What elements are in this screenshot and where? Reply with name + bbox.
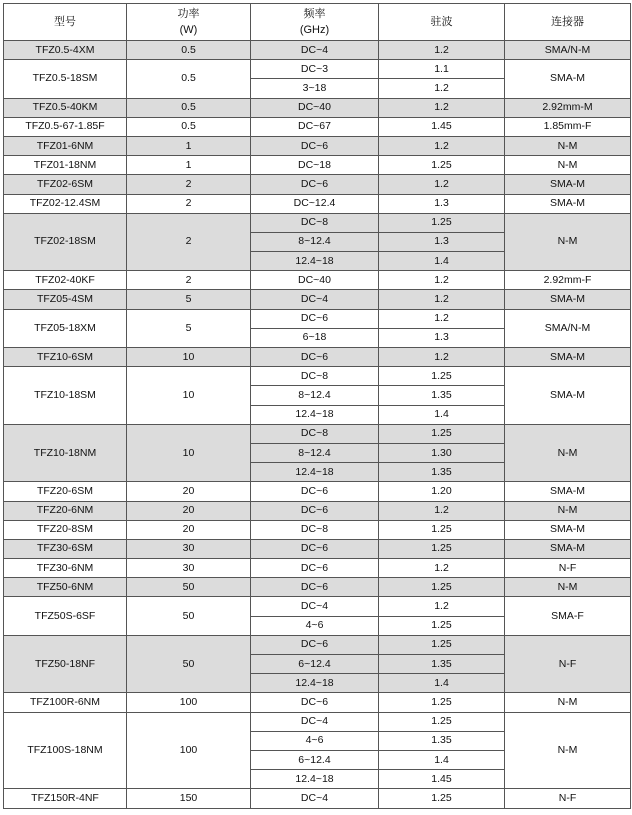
model-cell: TFZ01-18NM — [4, 156, 127, 175]
model-cell: TFZ50-6NM — [4, 578, 127, 597]
vswr-cell: 1.45 — [379, 117, 505, 136]
vswr-cell: 1.25 — [379, 635, 505, 654]
vswr-cell: 1.35 — [379, 655, 505, 674]
model-cell: TFZ150R-4NF — [4, 789, 127, 808]
connector-cell: SMA-M — [505, 539, 631, 558]
frequency-cell: DC~4 — [251, 789, 379, 808]
connector-cell: N-M — [505, 693, 631, 712]
vswr-cell: 1.2 — [379, 136, 505, 155]
frequency-cell: DC~40 — [251, 271, 379, 290]
frequency-cell: 12.4~18 — [251, 405, 379, 424]
vswr-cell: 1.25 — [379, 693, 505, 712]
vswr-cell: 1.25 — [379, 578, 505, 597]
vswr-cell: 1.25 — [379, 367, 505, 386]
connector-cell: SMA-M — [505, 520, 631, 539]
connector-cell: SMA-M — [505, 367, 631, 425]
spec-table-body — [4, 41, 631, 809]
table-row — [4, 501, 631, 520]
connector-cell: SMA-M — [505, 60, 631, 98]
table-row — [4, 175, 631, 194]
vswr-cell: 1.2 — [379, 79, 505, 98]
connector-cell: N-M — [505, 578, 631, 597]
table-row — [4, 367, 631, 386]
vswr-cell: 1.3 — [379, 194, 505, 213]
frequency-cell: 4~6 — [251, 616, 379, 635]
frequency-cell: DC~8 — [251, 367, 379, 386]
header-power-unit: (W) — [179, 24, 198, 36]
table-row — [4, 520, 631, 539]
power-cell: 30 — [127, 559, 251, 578]
power-cell: 50 — [127, 635, 251, 693]
frequency-cell: DC~18 — [251, 156, 379, 175]
vswr-cell: 1.2 — [379, 597, 505, 616]
model-cell: TFZ50S-6SF — [4, 597, 127, 635]
model-cell: TFZ20-6SM — [4, 482, 127, 501]
model-cell: TFZ100S-18NM — [4, 712, 127, 789]
model-cell: TFZ100R-6NM — [4, 693, 127, 712]
frequency-cell: DC~6 — [251, 501, 379, 520]
connector-cell: N-M — [505, 712, 631, 789]
vswr-cell: 1.25 — [379, 789, 505, 808]
power-cell: 2 — [127, 271, 251, 290]
table-row — [4, 578, 631, 597]
header-frequency — [251, 4, 379, 41]
table-row — [4, 559, 631, 578]
vswr-cell: 1.2 — [379, 290, 505, 309]
frequency-cell: 8~12.4 — [251, 443, 379, 462]
frequency-cell: DC~4 — [251, 712, 379, 731]
header-vswr: 驻波 — [379, 4, 505, 41]
connector-cell: SMA-F — [505, 597, 631, 635]
power-cell: 0.5 — [127, 117, 251, 136]
table-row — [4, 290, 631, 309]
frequency-cell: DC~6 — [251, 693, 379, 712]
connector-cell: SMA-M — [505, 348, 631, 367]
vswr-cell: 1.2 — [379, 271, 505, 290]
frequency-cell: DC~6 — [251, 578, 379, 597]
power-cell: 1 — [127, 136, 251, 155]
power-cell: 2 — [127, 194, 251, 213]
table-row — [4, 41, 631, 60]
table-row — [4, 194, 631, 213]
power-cell: 2 — [127, 175, 251, 194]
connector-cell: N-F — [505, 635, 631, 693]
vswr-cell: 1.2 — [379, 501, 505, 520]
vswr-cell: 1.35 — [379, 731, 505, 750]
vswr-cell: 1.20 — [379, 482, 505, 501]
power-cell: 0.5 — [127, 60, 251, 98]
model-cell: TFZ01-6NM — [4, 136, 127, 155]
header-power-title: 功率 — [177, 8, 200, 20]
table-row — [4, 539, 631, 558]
connector-cell: SMA-M — [505, 175, 631, 194]
vswr-cell: 1.35 — [379, 463, 505, 482]
frequency-cell: 12.4~18 — [251, 463, 379, 482]
model-cell: TFZ02-12.4SM — [4, 194, 127, 213]
model-cell: TFZ10-6SM — [4, 348, 127, 367]
frequency-cell: DC~40 — [251, 98, 379, 117]
connector-cell: N-M — [505, 156, 631, 175]
connector-cell: SMA-M — [505, 290, 631, 309]
frequency-cell: DC~6 — [251, 136, 379, 155]
connector-cell: N-F — [505, 559, 631, 578]
table-row — [4, 348, 631, 367]
vswr-cell: 1.4 — [379, 750, 505, 769]
power-cell: 0.5 — [127, 41, 251, 60]
table-row — [4, 693, 631, 712]
connector-cell: N-M — [505, 501, 631, 520]
frequency-cell: DC~6 — [251, 482, 379, 501]
model-cell: TFZ05-18XM — [4, 309, 127, 347]
frequency-cell: DC~6 — [251, 309, 379, 328]
model-cell: TFZ0.5-67-1.85F — [4, 117, 127, 136]
model-cell: TFZ05-4SM — [4, 290, 127, 309]
power-cell: 5 — [127, 290, 251, 309]
frequency-cell: 12.4~18 — [251, 674, 379, 693]
table-row — [4, 309, 631, 328]
header-power — [127, 4, 251, 41]
vswr-cell: 1.25 — [379, 213, 505, 232]
table-row — [4, 597, 631, 616]
power-cell: 10 — [127, 348, 251, 367]
vswr-cell: 1.25 — [379, 156, 505, 175]
power-cell: 30 — [127, 539, 251, 558]
header-model: 型号 — [4, 4, 127, 41]
table-row — [4, 635, 631, 654]
vswr-cell: 1.30 — [379, 443, 505, 462]
frequency-cell: DC~4 — [251, 41, 379, 60]
header-row — [4, 4, 631, 41]
frequency-cell: 12.4~18 — [251, 252, 379, 271]
vswr-cell: 1.3 — [379, 328, 505, 347]
connector-cell: SMA-M — [505, 194, 631, 213]
table-row — [4, 136, 631, 155]
frequency-cell: 4~6 — [251, 731, 379, 750]
header-frequency-title: 频率 — [303, 8, 326, 20]
model-cell: TFZ10-18SM — [4, 367, 127, 425]
table-row — [4, 271, 631, 290]
frequency-cell: 6~12.4 — [251, 750, 379, 769]
spec-table — [3, 3, 631, 809]
frequency-cell: 8~12.4 — [251, 386, 379, 405]
model-cell: TFZ50-18NF — [4, 635, 127, 693]
power-cell: 50 — [127, 578, 251, 597]
model-cell: TFZ20-8SM — [4, 520, 127, 539]
table-row — [4, 424, 631, 443]
vswr-cell: 1.3 — [379, 232, 505, 251]
frequency-cell: DC~6 — [251, 539, 379, 558]
frequency-cell: DC~6 — [251, 348, 379, 367]
connector-cell: N-M — [505, 424, 631, 482]
vswr-cell: 1.45 — [379, 770, 505, 789]
model-cell: TFZ0.5-18SM — [4, 60, 127, 98]
frequency-cell: DC~3 — [251, 60, 379, 79]
vswr-cell: 1.1 — [379, 60, 505, 79]
vswr-cell: 1.2 — [379, 559, 505, 578]
model-cell: TFZ02-40KF — [4, 271, 127, 290]
power-cell: 1 — [127, 156, 251, 175]
model-cell: TFZ02-6SM — [4, 175, 127, 194]
frequency-cell: DC~6 — [251, 559, 379, 578]
vswr-cell: 1.2 — [379, 309, 505, 328]
table-row — [4, 117, 631, 136]
vswr-cell: 1.25 — [379, 539, 505, 558]
model-cell: TFZ10-18NM — [4, 424, 127, 482]
power-cell: 100 — [127, 693, 251, 712]
connector-cell: 2.92mm-F — [505, 271, 631, 290]
power-cell: 150 — [127, 789, 251, 808]
connector-cell: SMA/N-M — [505, 41, 631, 60]
table-row — [4, 156, 631, 175]
vswr-cell: 1.35 — [379, 386, 505, 405]
power-cell: 5 — [127, 309, 251, 347]
model-cell: TFZ0.5-40KM — [4, 98, 127, 117]
vswr-cell: 1.2 — [379, 98, 505, 117]
model-cell: TFZ0.5-4XM — [4, 41, 127, 60]
vswr-cell: 1.4 — [379, 252, 505, 271]
model-cell: TFZ02-18SM — [4, 213, 127, 271]
model-cell: TFZ30-6NM — [4, 559, 127, 578]
power-cell: 20 — [127, 520, 251, 539]
model-cell: TFZ20-6NM — [4, 501, 127, 520]
table-row — [4, 789, 631, 808]
frequency-cell: 8~12.4 — [251, 232, 379, 251]
frequency-cell: DC~12.4 — [251, 194, 379, 213]
frequency-cell: DC~8 — [251, 213, 379, 232]
vswr-cell: 1.25 — [379, 616, 505, 635]
power-cell: 10 — [127, 424, 251, 482]
table-row — [4, 213, 631, 232]
vswr-cell: 1.4 — [379, 405, 505, 424]
frequency-cell: 12.4~18 — [251, 770, 379, 789]
vswr-cell: 1.4 — [379, 674, 505, 693]
connector-cell: SMA/N-M — [505, 309, 631, 347]
table-row — [4, 482, 631, 501]
power-cell: 20 — [127, 501, 251, 520]
frequency-cell: DC~8 — [251, 520, 379, 539]
vswr-cell: 1.25 — [379, 424, 505, 443]
frequency-cell: DC~67 — [251, 117, 379, 136]
model-cell: TFZ30-6SM — [4, 539, 127, 558]
connector-cell: N-F — [505, 789, 631, 808]
frequency-cell: DC~4 — [251, 597, 379, 616]
vswr-cell: 1.25 — [379, 712, 505, 731]
table-row — [4, 98, 631, 117]
frequency-cell: 6~18 — [251, 328, 379, 347]
frequency-cell: DC~6 — [251, 635, 379, 654]
power-cell: 0.5 — [127, 98, 251, 117]
frequency-cell: DC~8 — [251, 424, 379, 443]
frequency-cell: DC~6 — [251, 175, 379, 194]
connector-cell: N-M — [505, 213, 631, 271]
header-connector: 连接器 — [505, 4, 631, 41]
connector-cell: SMA-M — [505, 482, 631, 501]
vswr-cell: 1.2 — [379, 175, 505, 194]
power-cell: 20 — [127, 482, 251, 501]
vswr-cell: 1.25 — [379, 520, 505, 539]
connector-cell: N-M — [505, 136, 631, 155]
connector-cell: 2.92mm-M — [505, 98, 631, 117]
power-cell: 50 — [127, 597, 251, 635]
frequency-cell: DC~4 — [251, 290, 379, 309]
power-cell: 10 — [127, 367, 251, 425]
connector-cell: 1.85mm-F — [505, 117, 631, 136]
frequency-cell: 3~18 — [251, 79, 379, 98]
power-cell: 2 — [127, 213, 251, 271]
table-row — [4, 60, 631, 79]
vswr-cell: 1.2 — [379, 348, 505, 367]
frequency-cell: 6~12.4 — [251, 655, 379, 674]
power-cell: 100 — [127, 712, 251, 789]
vswr-cell: 1.2 — [379, 41, 505, 60]
header-frequency-unit: (GHz) — [299, 24, 330, 36]
table-row — [4, 712, 631, 731]
